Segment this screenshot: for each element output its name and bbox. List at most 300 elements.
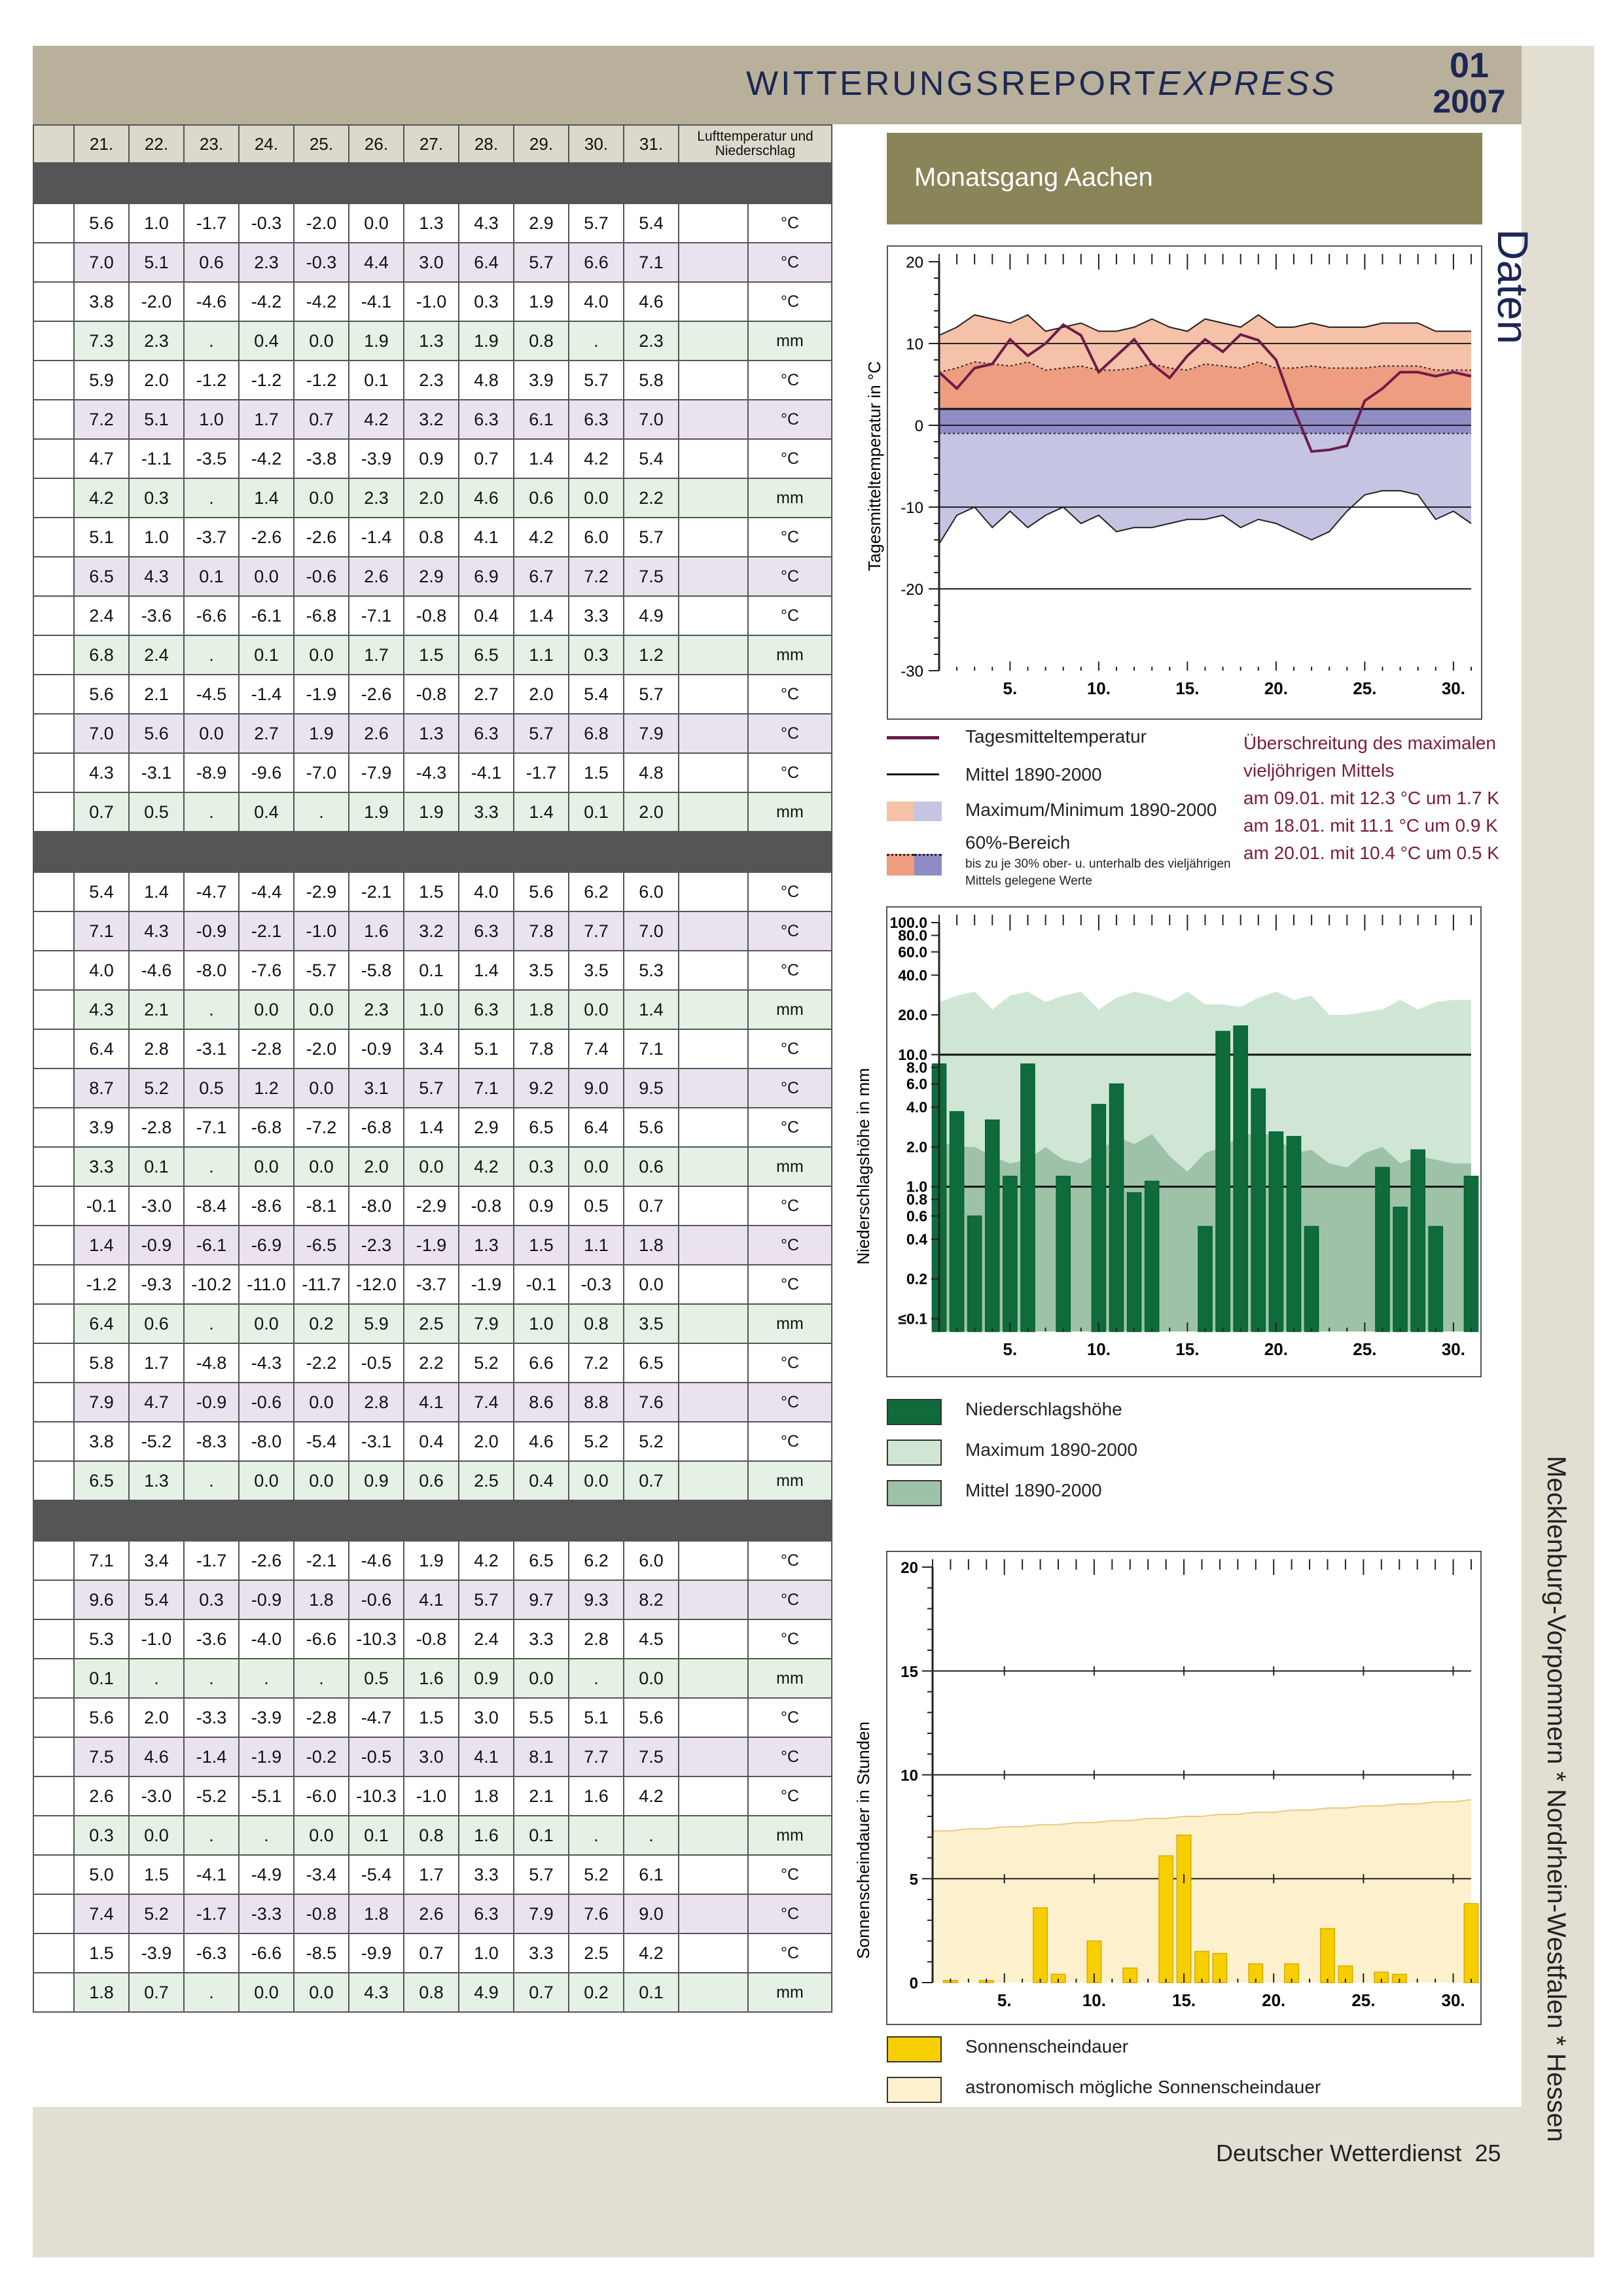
table-cell: 7.6: [624, 1383, 679, 1422]
table-cell: 5.3: [74, 1619, 129, 1659]
table-row: [33, 1973, 832, 2012]
table-cell: 9.5: [624, 1069, 679, 1108]
table-cell: -7.1: [184, 1108, 239, 1147]
column-header: 23.: [184, 125, 239, 163]
table-cell: 7.2: [569, 1343, 624, 1383]
table-cell: 9.0: [624, 1894, 679, 1934]
table-cell: .: [184, 1659, 239, 1698]
legend-sun-possible: astronomisch mögliche Sonnenscheindauer: [965, 2077, 1321, 2097]
unit-cell: °C: [748, 203, 832, 243]
unit-cell: °C: [748, 1776, 832, 1816]
table-cell: 6.2: [569, 872, 624, 911]
table-cell: 9.7: [514, 1580, 569, 1619]
table-cell: 4.2: [569, 439, 624, 478]
table-cell: 7.7: [569, 911, 624, 951]
blank-cell: [679, 1934, 748, 1973]
table-cell: 0.0: [569, 478, 624, 518]
table-cell: 0.4: [514, 1461, 569, 1500]
table-cell: 4.2: [624, 1776, 679, 1816]
y-tick-label: -20: [901, 581, 923, 599]
table-cell: 4.1: [404, 1383, 459, 1422]
column-header: 30.: [569, 125, 624, 163]
x-tick-label: 30.: [1441, 679, 1465, 698]
table-row: [33, 1816, 832, 1855]
table-cell: 6.5: [459, 635, 514, 675]
table-cell: 6.4: [74, 1029, 129, 1069]
table-row: [33, 596, 832, 635]
table-cell: -9.3: [129, 1265, 184, 1304]
table-cell: -0.2: [294, 1737, 349, 1776]
blank-cell: [679, 1147, 748, 1186]
table-cell: -0.8: [459, 1186, 514, 1226]
unit-cell: °C: [748, 439, 832, 478]
blank-cell: [679, 321, 748, 361]
table-cell: 3.9: [514, 361, 569, 400]
table-cell: 0.0: [294, 478, 349, 518]
table-cell: 8.6: [514, 1383, 569, 1422]
table-cell: 0.3: [569, 635, 624, 675]
table-cell: 0.9: [404, 439, 459, 478]
table-cell: 4.3: [349, 1973, 404, 2012]
blank-cell: [679, 1422, 748, 1461]
table-cell: 8.7: [74, 1069, 129, 1108]
table-cell: 1.3: [129, 1461, 184, 1500]
sunshine-bar: [1033, 1908, 1047, 1983]
precipitation-bar: [1269, 1132, 1283, 1332]
blank-cell: [679, 1029, 748, 1069]
table-cell: 7.0: [74, 243, 129, 282]
unit-cell: mm: [748, 1659, 832, 1698]
column-header: 31.: [624, 125, 679, 163]
table-row: [33, 714, 832, 753]
precipitation-bar: [1251, 1089, 1265, 1332]
unit-cell: °C: [748, 1383, 832, 1422]
table-cell: 3.2: [404, 400, 459, 439]
table-cell: 1.5: [404, 872, 459, 911]
table-cell: 1.8: [74, 1973, 129, 2012]
table-cell: 4.6: [624, 282, 679, 321]
x-tick-label: 25.: [1353, 679, 1377, 698]
table-cell: -7.1: [349, 596, 404, 635]
table-cell: 9.0: [569, 1069, 624, 1108]
table-cell: .: [184, 321, 239, 361]
table-row: [33, 1147, 832, 1186]
table-cell: 6.3: [459, 400, 514, 439]
row-label-cell: [33, 714, 74, 753]
sunshine-bar: [1464, 1903, 1478, 1983]
table-cell: 9.6: [74, 1580, 129, 1619]
table-cell: .: [239, 1816, 294, 1855]
table-cell: -1.2: [74, 1265, 129, 1304]
x-tick-label: 20.: [1262, 1990, 1286, 2010]
table-cell: -4.2: [239, 439, 294, 478]
unit-cell: °C: [748, 1698, 832, 1737]
table-cell: 2.3: [239, 243, 294, 282]
unit-cell: °C: [748, 1619, 832, 1659]
table-cell: 2.8: [129, 1029, 184, 1069]
table-cell: 3.9: [74, 1108, 129, 1147]
sunshine-bar: [1213, 1954, 1226, 1983]
row-label-cell: [33, 872, 74, 911]
table-cell: 1.5: [74, 1934, 129, 1973]
table-cell: -0.8: [404, 596, 459, 635]
table-cell: -1.7: [184, 203, 239, 243]
row-label-cell: [33, 1461, 74, 1500]
row-label-cell: [33, 243, 74, 282]
unit-cell: °C: [748, 753, 832, 792]
table-cell: 1.4: [514, 439, 569, 478]
unit-cell: mm: [748, 1304, 832, 1343]
table-cell: 1.5: [569, 753, 624, 792]
unit-cell: °C: [748, 1265, 832, 1304]
table-cell: 0.0: [239, 990, 294, 1029]
x-tick-label: 10.: [1082, 1990, 1106, 2010]
table-cell: -2.6: [239, 1541, 294, 1580]
table-cell: 1.7: [129, 1343, 184, 1383]
legend-swatch-mean: [887, 773, 939, 775]
blank-cell: [679, 1461, 748, 1500]
table-cell: -6.6: [239, 1934, 294, 1973]
table-cell: -0.5: [349, 1343, 404, 1383]
table-cell: 0.9: [459, 1659, 514, 1698]
y-tick-label: 0.4: [906, 1230, 927, 1248]
footer: [1216, 2140, 1501, 2167]
table-row: [33, 911, 832, 951]
y-tick-label: 10: [906, 336, 923, 353]
table-cell: -4.2: [294, 282, 349, 321]
table-cell: -1.2: [294, 361, 349, 400]
precipitation-bar: [1003, 1176, 1017, 1332]
y-tick-label: 1.0: [906, 1178, 927, 1195]
row-label-cell: [33, 951, 74, 990]
table-cell: 5.2: [129, 1894, 184, 1934]
table-row: [33, 557, 832, 596]
temperature-chart: [865, 245, 1482, 720]
table-cell: 5.6: [74, 1698, 129, 1737]
table-cell: -2.1: [239, 911, 294, 951]
y-tick-label: 2.0: [906, 1138, 927, 1156]
table-cell: 5.2: [569, 1855, 624, 1894]
table-cell: 7.9: [74, 1383, 129, 1422]
table-cell: 3.3: [514, 1934, 569, 1973]
table-cell: 1.6: [404, 1659, 459, 1698]
table-cell: .: [184, 1816, 239, 1855]
table-cell: 0.0: [294, 1147, 349, 1186]
precipitation-bar: [1287, 1137, 1300, 1332]
table-cell: 7.1: [74, 1541, 129, 1580]
table-cell: .: [294, 792, 349, 832]
table-cell: 2.1: [129, 675, 184, 714]
table-cell: 0.8: [404, 518, 459, 557]
table-cell: -0.9: [184, 911, 239, 951]
table-cell: 1.9: [514, 282, 569, 321]
table-cell: 6.4: [569, 1108, 624, 1147]
table-cell: 5.1: [129, 400, 184, 439]
table-cell: -7.9: [349, 753, 404, 792]
table-cell: 3.5: [569, 951, 624, 990]
table-cell: 4.4: [349, 243, 404, 282]
table-cell: 1.4: [404, 1108, 459, 1147]
precipitation-bar: [1109, 1084, 1123, 1332]
table-cell: .: [239, 1659, 294, 1698]
table-cell: -4.7: [349, 1698, 404, 1737]
table-row: [33, 675, 832, 714]
unit-cell: °C: [748, 1855, 832, 1894]
precipitation-bar: [1464, 1176, 1478, 1332]
table-cell: 0.6: [514, 478, 569, 518]
table-cell: 1.8: [294, 1580, 349, 1619]
x-tick-label: 5.: [997, 1990, 1012, 2010]
blank-cell: [679, 400, 748, 439]
table-cell: 2.4: [129, 635, 184, 675]
table-cell: -3.1: [129, 753, 184, 792]
table-cell: 5.7: [459, 1580, 514, 1619]
table-cell: 0.1: [349, 361, 404, 400]
table-cell: 4.6: [459, 478, 514, 518]
table-cell: 2.3: [129, 321, 184, 361]
y-tick-label: 6.0: [906, 1075, 927, 1093]
table-cell: 2.5: [569, 1934, 624, 1973]
table-cell: 1.8: [514, 990, 569, 1029]
table-cell: 0.3: [129, 478, 184, 518]
table-cell: -6.8: [294, 596, 349, 635]
table-cell: 0.0: [239, 557, 294, 596]
table-cell: 1.7: [349, 635, 404, 675]
table-header-row: [33, 125, 832, 163]
table-row: [33, 1265, 832, 1304]
table-cell: 0.5: [349, 1659, 404, 1698]
legend-maxmin: Maximum/Minimum 1890-2000: [965, 800, 1217, 820]
blank-cell: [679, 557, 748, 596]
legend-precip: Niederschlagshöhe: [965, 1399, 1122, 1419]
table-row: [33, 1186, 832, 1226]
table-cell: 7.1: [624, 243, 679, 282]
unit-cell: °C: [748, 1580, 832, 1619]
table-cell: 5.9: [349, 1304, 404, 1343]
unit-cell: °C: [748, 714, 832, 753]
table-cell: -0.9: [129, 1226, 184, 1265]
row-label-cell: [33, 1934, 74, 1973]
table-cell: -2.6: [294, 518, 349, 557]
table-cell: -3.6: [184, 1619, 239, 1659]
table-cell: -1.9: [404, 1226, 459, 1265]
table-cell: -1.4: [184, 1737, 239, 1776]
table-cell: 0.1: [239, 635, 294, 675]
table-cell: 0.8: [404, 1973, 459, 2012]
table-cell: 0.8: [404, 1816, 459, 1855]
table-row: [33, 1541, 832, 1580]
table-cell: 1.5: [514, 1226, 569, 1265]
row-label-cell: [33, 1029, 74, 1069]
legend-swatch-temp: [887, 736, 939, 739]
unit-cell: mm: [748, 1973, 832, 2012]
table-cell: -0.1: [514, 1265, 569, 1304]
precipitation-bar: [950, 1112, 964, 1332]
table-cell: -5.7: [294, 951, 349, 990]
blank-cell: [679, 1698, 748, 1737]
row-label-cell: [33, 478, 74, 518]
unit-cell: mm: [748, 321, 832, 361]
table-row: [33, 1343, 832, 1383]
blank-cell: [679, 1265, 748, 1304]
table-cell: 2.0: [459, 1422, 514, 1461]
blank-cell: [679, 1973, 748, 2012]
table-cell: 2.3: [349, 990, 404, 1029]
table-cell: 0.5: [129, 792, 184, 832]
table-cell: 2.0: [514, 675, 569, 714]
blank-cell: [679, 990, 748, 1029]
data-table: [33, 124, 832, 2013]
table-cell: -4.2: [239, 282, 294, 321]
table-cell: -2.9: [404, 1186, 459, 1226]
table-cell: -2.8: [239, 1029, 294, 1069]
table-cell: 0.0: [514, 1659, 569, 1698]
row-label-cell: [33, 1069, 74, 1108]
unit-cell: °C: [748, 1934, 832, 1973]
table-cell: -2.6: [239, 518, 294, 557]
column-header-description: Lufttemperatur und Niederschlag: [679, 125, 832, 163]
y-tick-label: 4.0: [906, 1099, 927, 1116]
table-cell: -8.4: [184, 1186, 239, 1226]
table-cell: 5.6: [129, 714, 184, 753]
note-item: am 09.01. mit 12.3 °C um 1.7 K: [1243, 788, 1499, 808]
row-label-cell: [33, 596, 74, 635]
x-tick-label: 30.: [1441, 1990, 1465, 2010]
legend-mean: Mittel 1890-2000: [965, 764, 1102, 785]
upper-60-band: [939, 362, 1471, 409]
table-cell: .: [184, 635, 239, 675]
table-cell: -2.8: [129, 1108, 184, 1147]
table-cell: -3.7: [404, 1265, 459, 1304]
table-cell: -2.8: [294, 1698, 349, 1737]
table-cell: -0.3: [294, 243, 349, 282]
precipitation-bar: [1216, 1031, 1230, 1332]
table-cell: -3.6: [129, 596, 184, 635]
table-cell: -1.2: [184, 361, 239, 400]
table-cell: -5.2: [129, 1422, 184, 1461]
row-label-cell: [33, 1737, 74, 1776]
table-cell: 3.0: [404, 243, 459, 282]
note-heading-1: Überschreitung des maximalen: [1243, 733, 1496, 753]
table-cell: 1.8: [624, 1226, 679, 1265]
table-cell: 5.7: [569, 361, 624, 400]
table-cell: 3.5: [624, 1304, 679, 1343]
table-cell: 7.0: [624, 400, 679, 439]
table-row: [33, 1422, 832, 1461]
table-cell: -1.4: [349, 518, 404, 557]
table-cell: -4.1: [349, 282, 404, 321]
table-cell: 4.8: [459, 361, 514, 400]
sunshine-bar: [1195, 1951, 1209, 1983]
table-cell: 0.0: [294, 1973, 349, 2012]
table-cell: -0.3: [239, 203, 294, 243]
y-tick-label: 8.0: [906, 1059, 927, 1076]
issue-number: [1427, 47, 1512, 119]
table-cell: 5.3: [624, 951, 679, 990]
table-cell: 2.4: [459, 1619, 514, 1659]
precipitation-bar: [1234, 1026, 1247, 1332]
table-cell: 4.2: [349, 400, 404, 439]
row-label-cell: [33, 1580, 74, 1619]
table-cell: 4.2: [459, 1147, 514, 1186]
table-cell: 1.3: [404, 714, 459, 753]
blank-cell: [679, 872, 748, 911]
table-cell: 2.0: [624, 792, 679, 832]
table-cell: -3.5: [184, 439, 239, 478]
table-cell: 3.4: [404, 1029, 459, 1069]
table-row: [33, 518, 832, 557]
row-label-cell: [33, 753, 74, 792]
precipitation-bar: [1145, 1181, 1159, 1332]
table-cell: 2.7: [239, 714, 294, 753]
table-cell: 4.0: [74, 951, 129, 990]
table-row: [33, 1383, 832, 1422]
table-row: [33, 321, 832, 361]
blank-cell: [679, 1383, 748, 1422]
y-tick-label: 80.0: [898, 927, 927, 944]
table-cell: 0.0: [294, 1069, 349, 1108]
table-cell: 4.3: [459, 203, 514, 243]
blank-cell: [679, 1776, 748, 1816]
table-cell: 5.6: [514, 872, 569, 911]
table-cell: -2.6: [349, 675, 404, 714]
row-label-cell: [33, 635, 74, 675]
y-tick-label: 20.0: [898, 1006, 927, 1024]
table-cell: -6.6: [294, 1619, 349, 1659]
x-tick-label: 20.: [1264, 1339, 1288, 1359]
header-cell-blank: [33, 125, 74, 163]
blank-cell: [679, 911, 748, 951]
table-cell: -4.8: [184, 1343, 239, 1383]
table-cell: 6.0: [624, 1541, 679, 1580]
table-cell: 6.5: [624, 1343, 679, 1383]
legend-precip-mean: Mittel 1890-2000: [965, 1480, 1102, 1500]
row-label-cell: [33, 1541, 74, 1580]
y-tick-label: 0: [914, 417, 923, 435]
unit-cell: °C: [748, 1343, 832, 1383]
table-cell: -3.3: [239, 1894, 294, 1934]
table-cell: 5.6: [74, 675, 129, 714]
table-cell: 0.4: [239, 792, 294, 832]
precipitation-bar: [1411, 1150, 1425, 1332]
table-cell: -4.1: [459, 753, 514, 792]
legend-swatch-precip-mean: [887, 1480, 942, 1506]
precipitation-bar: [968, 1216, 982, 1332]
table-cell: -2.1: [349, 872, 404, 911]
table-cell: 4.7: [74, 439, 129, 478]
table-cell: 3.3: [459, 792, 514, 832]
table-cell: -3.3: [184, 1698, 239, 1737]
table-cell: 2.7: [459, 675, 514, 714]
table-cell: -5.1: [239, 1776, 294, 1816]
table-cell: 1.0: [404, 990, 459, 1029]
table-cell: 3.1: [349, 1069, 404, 1108]
table-cell: 0.2: [294, 1304, 349, 1343]
table-cell: 4.0: [569, 282, 624, 321]
table-cell: -1.0: [129, 1619, 184, 1659]
table-cell: 0.1: [184, 557, 239, 596]
table-cell: 0.0: [239, 1147, 294, 1186]
table-cell: -5.2: [184, 1776, 239, 1816]
unit-cell: °C: [748, 557, 832, 596]
table-cell: -1.0: [294, 911, 349, 951]
blank-cell: [679, 1619, 748, 1659]
table-cell: 0.6: [184, 243, 239, 282]
row-label-cell: [33, 1698, 74, 1737]
table-cell: 0.1: [74, 1659, 129, 1698]
x-tick-label: 20.: [1264, 679, 1288, 698]
x-tick-label: 25.: [1351, 1990, 1376, 2010]
